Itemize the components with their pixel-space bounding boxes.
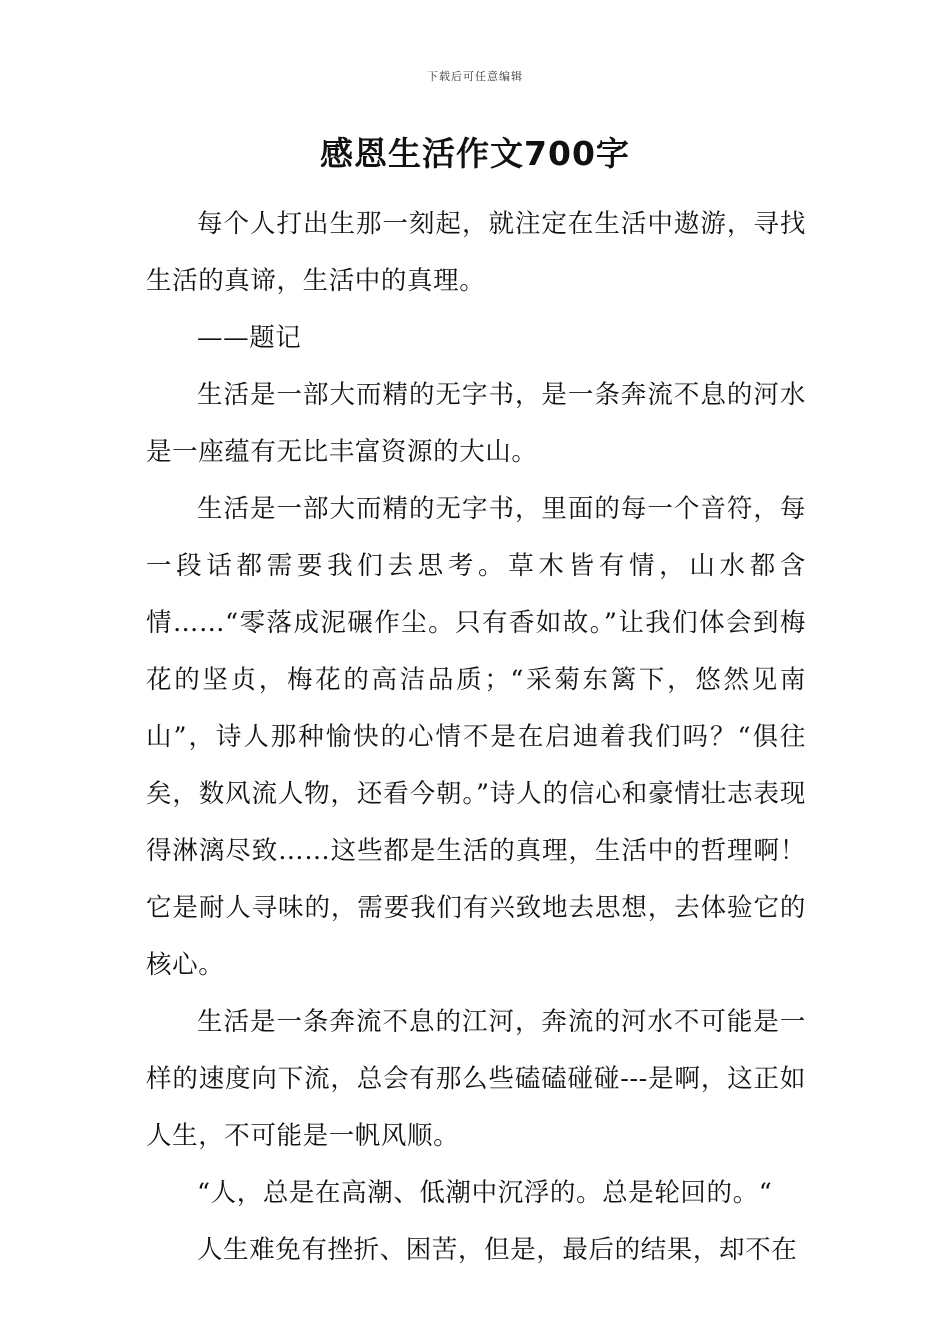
paragraph: 生活是一部大而精的无字书，是一条奔流不息的河水是一座蕴有无比丰富资源的大山。 xyxy=(146,380,806,467)
paragraph: 每个人打出生那一刻起，就注定在生活中遨游，寻找生活的真谛，生活中的真理。 xyxy=(146,209,806,296)
document-title: 感恩生活作文700字 xyxy=(320,134,630,173)
paragraph: “人，总是在高潮、低潮中沉浮的。总是轮回的。“ xyxy=(197,1178,773,1208)
paragraph: ——题记 xyxy=(197,323,302,353)
header-note: 下载后可任意编辑 xyxy=(427,70,523,83)
paragraph: 人生难免有挫折、困苦，但是，最后的结果，却不在 xyxy=(197,1235,798,1265)
paragraph: 生活是一条奔流不息的江河，奔流的河水不可能是一样的速度向下流，总会有那么些磕磕碰碰---是啊，这正如人生，不可能是一帆风顺。 xyxy=(146,1007,806,1151)
document-body xyxy=(146,196,806,1279)
paragraph: 生活是一部大而精的无字书，里面的每一个音符，每一段话都需要我们去思考。草木皆有情，山水都含情……“零落成泥碾作尘。只有香如故。”让我们体会到梅花的坚贞，梅花的高洁品质；“采菊东篱下，悠然见南山”，诗人那种愉快的心情不是在启迪着我们吗？“俱往矣，数风流人物，还看今朝。”诗人的信心和豪情壮志表现得淋漓尽致……这些都是生活的真理，生活中的哲理啊！它是耐人寻味的，需要我们有兴致地去思想，去体验它的核心。 xyxy=(146,494,806,980)
